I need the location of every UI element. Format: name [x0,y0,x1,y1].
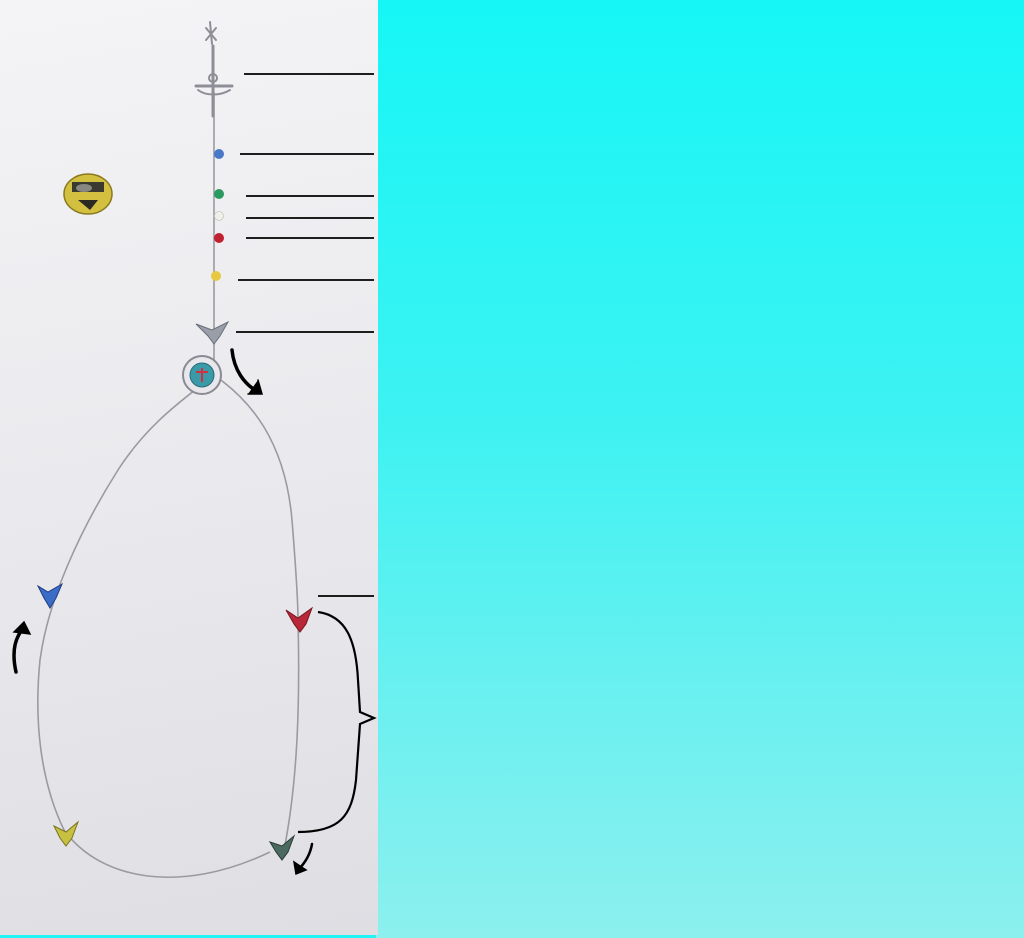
center-medallion-icon [183,356,221,394]
medal-icon [64,174,112,214]
dove-grey-icon [270,836,294,860]
stem-beads [211,149,224,281]
dove-blue-icon [38,584,62,608]
dove-junction-icon [196,322,228,344]
dove-red-icon [286,608,312,632]
arrow-left-icon [14,630,22,672]
crucifix-icon [196,22,232,116]
pointer-lines [236,74,374,596]
decade-brace [298,612,374,832]
direction-arrows [14,350,312,874]
arrow-left-head-icon [14,622,30,634]
